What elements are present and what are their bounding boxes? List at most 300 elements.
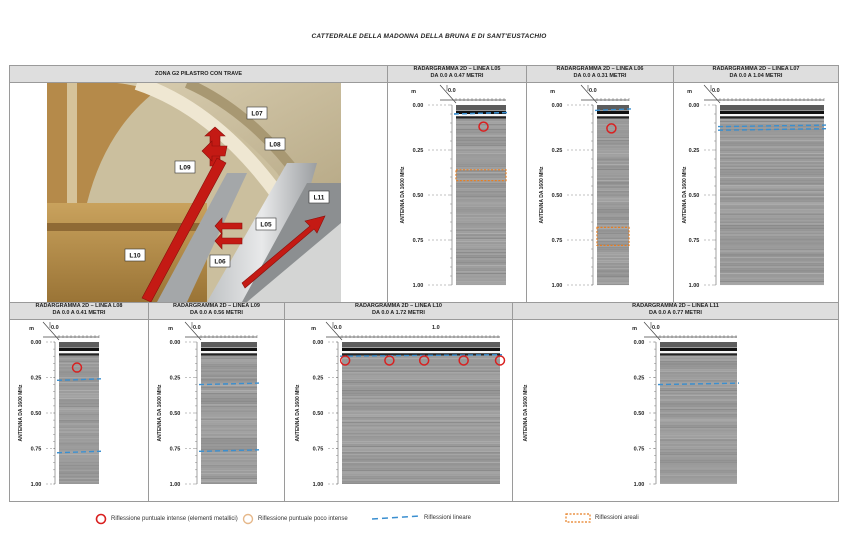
radargram-band <box>342 433 500 434</box>
radargram-band <box>660 476 737 477</box>
radargram-band <box>597 278 629 279</box>
depth-tick-label: 1.00 <box>412 283 424 289</box>
depth-tick-label: 1.00 <box>551 283 563 289</box>
radargram-band <box>597 249 629 250</box>
radargram-band <box>59 422 99 423</box>
radargram-band <box>201 393 257 394</box>
surface-band <box>456 105 506 110</box>
radargram-band <box>456 214 506 215</box>
radargram-band <box>456 195 506 196</box>
surface-band <box>201 342 257 347</box>
radargram-band <box>456 124 506 125</box>
radargram-band <box>720 209 824 210</box>
radargram-band <box>456 196 506 197</box>
radargram-band <box>456 255 506 256</box>
radargram-band <box>342 414 500 415</box>
radargram-band <box>456 198 506 199</box>
radargram-band <box>456 223 506 224</box>
radargram-band <box>456 153 506 154</box>
radargram-band <box>456 265 506 266</box>
radargram-band <box>660 448 737 449</box>
radargram-band <box>342 478 500 479</box>
radargram-band <box>342 403 500 404</box>
radargram-band <box>59 358 99 359</box>
radargram-band <box>720 275 824 276</box>
radargram-band <box>720 175 824 176</box>
depth-tick-label: 0.25 <box>169 375 181 382</box>
arrow-l06 <box>215 233 242 249</box>
radargram-band <box>201 462 257 463</box>
radargram-band <box>597 161 629 162</box>
axis-unit: m <box>687 89 692 95</box>
radargram-band <box>456 135 506 136</box>
radargram-band <box>720 198 824 199</box>
radargram-band <box>660 425 737 426</box>
radargram-band <box>597 220 629 221</box>
radargram-band <box>201 358 257 359</box>
radargram-band <box>720 263 824 264</box>
surface-reflection-dark <box>660 354 737 356</box>
radargram-band <box>342 379 500 380</box>
depth-tick-label: 0.75 <box>169 446 181 453</box>
radargram-band <box>720 206 824 207</box>
radargram-band <box>59 473 99 474</box>
radargram-band <box>201 395 257 396</box>
depth-tick-label: 0.50 <box>412 193 424 199</box>
radargram-band <box>597 207 629 208</box>
radargram-band <box>59 398 99 399</box>
radargram-band <box>720 243 824 244</box>
radargram-band <box>597 231 629 232</box>
radargram-band <box>660 406 737 407</box>
radargram-band <box>59 416 99 417</box>
radargram-band <box>660 462 737 463</box>
radargram-l08 <box>10 320 148 500</box>
radargram-band <box>597 121 629 122</box>
radargram-band <box>720 281 824 282</box>
radargram-band <box>720 239 824 240</box>
radargram-band <box>59 384 99 385</box>
radargram-band <box>342 361 500 362</box>
radargram-band <box>660 465 737 466</box>
radargram-band <box>201 361 257 362</box>
axis-unit: m <box>632 326 637 332</box>
radargram-band <box>597 230 629 231</box>
radargram-band <box>201 417 257 418</box>
depth-tick-label: 0.50 <box>312 411 324 417</box>
radargram-band <box>59 468 99 469</box>
radargram-band <box>456 151 506 152</box>
radargram-band <box>59 438 99 439</box>
radargram-band <box>720 172 824 173</box>
radargram-band <box>720 156 824 157</box>
radargram-band <box>720 225 824 226</box>
radargram-band <box>597 185 629 186</box>
radargram-band <box>456 279 506 280</box>
radargram-band <box>342 395 500 396</box>
radargram-band <box>342 380 500 381</box>
radargram-band <box>456 251 506 252</box>
radargram-band <box>201 411 257 412</box>
radargram-band <box>456 158 506 159</box>
radargram-band <box>342 473 500 474</box>
header-l09: RADARGRAMMA 2D – LINEA L09 DA 0.0 A 0.56 METRI <box>149 303 284 319</box>
radargram-band <box>59 440 99 441</box>
radargram-band <box>456 227 506 228</box>
radargram-band <box>456 217 506 218</box>
radargram-band <box>660 385 737 386</box>
radargram-band <box>342 406 500 407</box>
radargram-band <box>660 456 737 457</box>
radargram-band <box>59 380 99 381</box>
radargram-band <box>342 443 500 444</box>
radargram-band <box>201 372 257 373</box>
radargram-band <box>456 166 506 167</box>
depth-tick-label: 0.25 <box>312 375 324 382</box>
radargram-band <box>201 424 257 425</box>
radargram-band <box>456 212 506 213</box>
radargram-band <box>660 424 737 425</box>
radargram-band <box>597 265 629 266</box>
radargram-band <box>660 409 737 410</box>
radargram-band <box>456 164 506 165</box>
surface-reflection <box>660 348 737 351</box>
radargram-band <box>201 454 257 455</box>
radargram-band <box>59 427 99 428</box>
radargram-band <box>456 270 506 271</box>
radargram-band <box>660 443 737 444</box>
radargram-band <box>59 390 99 391</box>
surface-reflection-dark <box>456 117 506 119</box>
radargram-band <box>720 196 824 197</box>
radargram-band <box>456 201 506 202</box>
radargram-band <box>660 422 737 423</box>
radargram-band <box>597 163 629 164</box>
antenna-label: ANTENNA DA 1600 MHz <box>295 384 301 442</box>
radargram-band <box>59 441 99 442</box>
surface-band <box>59 342 99 347</box>
radargram-band <box>720 214 824 215</box>
antenna-label: ANTENNA DA 1600 MHz <box>157 384 163 442</box>
radargram-band <box>660 372 737 373</box>
radargram-band <box>720 278 824 279</box>
radargram-band <box>720 161 824 162</box>
radargram-band <box>597 142 629 143</box>
radargram-band <box>342 438 500 439</box>
radargram-band <box>660 404 737 405</box>
radargram-band <box>342 417 500 418</box>
radargram-band <box>456 267 506 268</box>
x-start-label: 0.0 <box>448 88 456 94</box>
depth-tick-label: 0.25 <box>633 375 645 382</box>
radargram-band <box>597 223 629 224</box>
radargram-band <box>59 404 99 405</box>
depth-tick-label: 0.75 <box>30 446 42 453</box>
radargram-band <box>456 230 506 231</box>
radargram-band <box>660 395 737 396</box>
radargram-l11 <box>513 320 838 500</box>
radargram-band <box>342 436 500 437</box>
radargram-band <box>201 379 257 380</box>
radargram-band <box>59 417 99 418</box>
radargram-band <box>201 364 257 365</box>
header-l10: RADARGRAMMA 2D – LINEA L10 DA 0.0 A 1.72 METRI <box>285 303 512 319</box>
radargram-band <box>201 366 257 367</box>
radargram-band <box>201 356 257 357</box>
radargram-band <box>342 456 500 457</box>
radargram-band <box>342 483 500 484</box>
radargram-band <box>456 278 506 279</box>
radargram-band <box>660 438 737 439</box>
grid-line <box>9 302 839 303</box>
radargram-band <box>597 211 629 212</box>
axis-unit: m <box>550 89 555 95</box>
radargram-l05 <box>388 83 526 301</box>
radargram-band <box>342 459 500 460</box>
legend-intense-label: Riflessione puntuale intense (elementi metallici) <box>111 516 238 522</box>
surface-reflection <box>201 348 257 351</box>
radargram-band <box>59 462 99 463</box>
radargram-band <box>342 465 500 466</box>
radargram-band <box>201 443 257 444</box>
legend-linear-label: Riflessioni lineare <box>424 515 472 521</box>
radargram-band <box>660 473 737 474</box>
radargram-band <box>201 396 257 397</box>
radargram-band <box>720 260 824 261</box>
photo-label-l09: L09 <box>179 164 191 172</box>
radargram-band <box>720 233 824 234</box>
radargram-band <box>456 215 506 216</box>
photo-label-l11: L11 <box>313 194 325 202</box>
radargram-band <box>660 440 737 441</box>
radargram-band <box>720 219 824 220</box>
radargram-band <box>342 387 500 388</box>
radargram-band <box>456 156 506 157</box>
radargram-band <box>342 384 500 385</box>
depth-tick-label: 0.00 <box>633 340 645 346</box>
radargram-band <box>597 217 629 218</box>
radargram-band <box>456 222 506 223</box>
radargram-band <box>456 260 506 261</box>
radargram-band <box>720 147 824 148</box>
radargram-band <box>720 169 824 170</box>
radargram-band <box>597 215 629 216</box>
radargram-band <box>59 377 99 378</box>
radargram-band <box>720 145 824 146</box>
radargram-band <box>720 187 824 188</box>
radargram-band <box>456 179 506 180</box>
radargram-band <box>720 132 824 133</box>
radargram-band <box>597 284 629 285</box>
radargram-band <box>456 236 506 237</box>
radargram-band <box>597 148 629 149</box>
radargram-band <box>59 419 99 420</box>
radargram-band <box>456 241 506 242</box>
radargram-band <box>660 377 737 378</box>
radargram-band <box>720 143 824 144</box>
radargram-l06 <box>527 83 673 301</box>
radargram-band <box>201 472 257 473</box>
photo-panel-header: ZONA G2 PILASTRO CON TRAVE <box>10 66 387 82</box>
radargram-band <box>456 284 506 285</box>
radargram-band <box>720 207 824 208</box>
depth-tick-label: 0.25 <box>412 148 424 154</box>
depth-tick-label: 1.00 <box>688 283 700 289</box>
radargram-band <box>720 182 824 183</box>
surface-reflection-dark <box>59 354 99 356</box>
radargram-band <box>597 171 629 172</box>
radargram-band <box>456 172 506 173</box>
radargram-band <box>720 150 824 151</box>
photo-label-l05: L05 <box>260 221 272 229</box>
depth-tick-label: 0.75 <box>688 238 700 244</box>
radargram-band <box>660 364 737 365</box>
radargram-band <box>342 388 500 389</box>
radargram-band <box>456 268 506 269</box>
radargram-band <box>456 119 506 120</box>
radargram-band <box>597 243 629 244</box>
radargram-band <box>201 412 257 413</box>
radargram-band <box>456 159 506 160</box>
radargram-svg-l09 <box>149 320 284 500</box>
radargram-band <box>201 464 257 465</box>
radargram-band <box>456 220 506 221</box>
radargram-band <box>597 235 629 236</box>
radargram-band <box>59 428 99 429</box>
radargram-band <box>597 153 629 154</box>
radargram-band <box>660 361 737 362</box>
radargram-band <box>720 267 824 268</box>
radargram-band <box>201 419 257 420</box>
radargram-band <box>660 393 737 394</box>
radargram-band <box>201 440 257 441</box>
radargram-band <box>59 403 99 404</box>
radargram-band <box>59 470 99 471</box>
radargram-band <box>59 361 99 362</box>
legend-weak-label: Riflessione puntuale poco intense <box>258 516 348 522</box>
radargram-band <box>660 416 737 417</box>
depth-tick-label: 0.50 <box>169 411 181 417</box>
radargram-band <box>660 401 737 402</box>
depth-tick-label: 0.25 <box>30 375 42 382</box>
radargram-band <box>456 167 506 168</box>
radargram-band <box>342 446 500 447</box>
radargram-band <box>201 406 257 407</box>
radargram-band <box>59 456 99 457</box>
radargram-band <box>201 483 257 484</box>
radargram-band <box>597 247 629 248</box>
radargram-band <box>59 425 99 426</box>
radargram-band <box>201 468 257 469</box>
radargram-band <box>720 185 824 186</box>
radargram-band <box>720 191 824 192</box>
header-l06: RADARGRAMMA 2D – LINEA L06 DA 0.0 A 0.31 METRI <box>527 66 673 82</box>
radargram-band <box>597 241 629 242</box>
radargram-band <box>720 171 824 172</box>
radargram-band <box>720 246 824 247</box>
radargram-band <box>456 187 506 188</box>
radargram-band <box>597 233 629 234</box>
depth-tick-label: 0.50 <box>551 193 563 199</box>
radargram-band <box>456 132 506 133</box>
radargram-band <box>456 204 506 205</box>
radargram-band <box>456 247 506 248</box>
radargram-band <box>342 371 500 372</box>
radargram-band <box>456 137 506 138</box>
radargram-band <box>59 420 99 421</box>
radargram-band <box>456 142 506 143</box>
radargram-band <box>597 155 629 156</box>
radargram-band <box>597 191 629 192</box>
radargram-band <box>342 435 500 436</box>
radargram-band <box>597 225 629 226</box>
radargram-band <box>597 156 629 157</box>
radargram-band <box>720 255 824 256</box>
depth-tick-label: 0.50 <box>688 193 700 199</box>
radargram-band <box>720 238 824 239</box>
radargram-band <box>720 119 824 120</box>
radargram-band <box>597 206 629 207</box>
radargram-band <box>720 257 824 258</box>
radargram-band <box>597 172 629 173</box>
radargram-band <box>59 387 99 388</box>
surface-band <box>342 342 500 347</box>
radargram-band <box>660 451 737 452</box>
radargram-band <box>597 204 629 205</box>
radargram-band <box>597 193 629 194</box>
radargram-band <box>456 140 506 141</box>
radargram-band <box>59 424 99 425</box>
radargram-band <box>456 263 506 264</box>
radargram-band <box>597 270 629 271</box>
document-title: CATTEDRALE DELLA MADONNA DELLA BRUNA E DI SANT'EUSTACHIO <box>311 33 547 40</box>
radargram-band <box>201 433 257 434</box>
radargram-band <box>59 454 99 455</box>
radargram-band <box>597 140 629 141</box>
radargram-band <box>456 175 506 176</box>
radargram-band <box>59 467 99 468</box>
radargram-band <box>201 456 257 457</box>
radargram-band <box>59 408 99 409</box>
depth-tick-label: 0.25 <box>688 148 700 154</box>
depth-tick-label: 1.00 <box>312 482 324 488</box>
radargram-band <box>201 416 257 417</box>
radargram-band <box>660 432 737 433</box>
radargram-band <box>597 195 629 196</box>
radargram-band <box>201 409 257 410</box>
radargram-band <box>201 470 257 471</box>
axis-unit: m <box>29 326 34 332</box>
radargram-band <box>201 376 257 377</box>
depth-tick-label: 0.25 <box>551 148 563 154</box>
radargram-band <box>660 403 737 404</box>
radargram-band <box>597 252 629 253</box>
radargram-band <box>456 211 506 212</box>
radargram-band <box>456 121 506 122</box>
radargram-band <box>597 151 629 152</box>
radargram-band <box>342 427 500 428</box>
radargram-band <box>201 425 257 426</box>
radargram-band <box>342 448 500 449</box>
radargram-band <box>597 262 629 263</box>
radargram-band <box>720 244 824 245</box>
radargram-band <box>720 262 824 263</box>
radargram-svg-l08 <box>10 320 148 500</box>
radargram-band <box>342 377 500 378</box>
radargram-band <box>660 420 737 421</box>
radargram-band <box>201 465 257 466</box>
radargram-band <box>342 476 500 477</box>
